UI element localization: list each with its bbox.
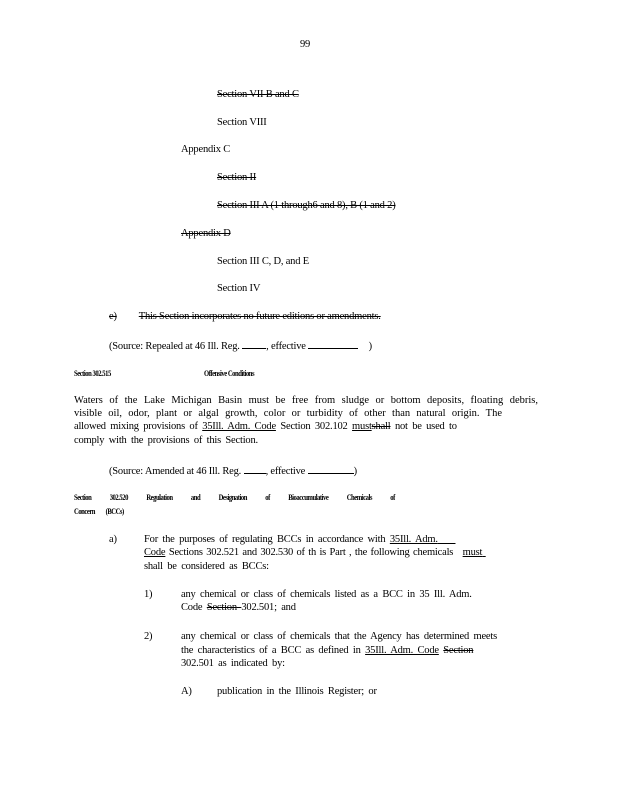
list-item-section-ii: Section II	[217, 172, 257, 183]
cite-35-ill-adm-code: 35Ill. Adm. Code	[202, 421, 276, 432]
item-A-marker: A)	[181, 686, 192, 697]
item-a-line3: shall be considered as BCCs:	[144, 561, 269, 572]
section-520-heading-line2: Concern (BCCs)	[74, 506, 124, 516]
item-A-text: publication in the Illinois Register; or	[217, 686, 377, 697]
list-item-appendix-c: Appendix C	[181, 144, 231, 155]
section-520-heading-line1: Section 302.520 Regulation and Designation of Bioaccumulative Chemicals of	[74, 492, 395, 502]
source-amended-close: )	[353, 466, 357, 477]
source-amended-effective: , effective	[265, 466, 306, 477]
source-repealed-lead: (Source: Repealed at 46 Ill. Reg.	[109, 341, 240, 352]
item-a-line2: Code Sections 302.521 and 302.530 of th is Part , the following chemicals must	[144, 547, 483, 558]
source-repealed-close: )	[368, 341, 372, 352]
item-2-line2: the characteristics of a BCC as defined in 35Ill. Adm. Code Section	[181, 645, 474, 656]
item-2-line1: any chemical or class of chemicals that the Agency has determined meets	[181, 631, 497, 642]
list-item-section-vii: Section VII B and C	[217, 89, 299, 100]
list-item-section-iii-a: Section III A (1 through6 and 8), B (1 and 2)	[217, 200, 396, 211]
must-inserted: must	[352, 421, 372, 432]
shall-struck: shall	[371, 421, 391, 432]
item-e-marker: e)	[109, 311, 117, 322]
list-item-section-iv: Section IV	[217, 283, 261, 294]
para-515-line1: Waters of the Lake Michigan Basin must be free from sludge or bottom deposits, floating debris,	[74, 395, 538, 406]
section-struck: Section	[206, 602, 237, 613]
cite-35-ill-adm-code: 35Ill. Adm. Code	[365, 645, 439, 656]
must-inserted: must	[462, 547, 483, 558]
source-repealed	[109, 338, 372, 353]
reg-blank	[244, 463, 266, 474]
item-1-marker: 1)	[144, 589, 153, 600]
list-item-section-iii-c: Section III C, D, and E	[217, 256, 309, 267]
date-blank	[308, 338, 358, 349]
list-item-section-viii: Section VIII	[217, 117, 267, 128]
section-515-title: Offensive Conditions	[204, 368, 255, 378]
section-515-number: Section 302.515	[74, 368, 111, 378]
source-amended	[109, 463, 357, 478]
para-515-line3: allowed mixing provisions of 35Ill. Adm. Code Section 302.102 mustshall not be used to	[74, 421, 457, 432]
list-item-appendix-d: Appendix D	[181, 228, 231, 239]
source-repealed-effective: , effective	[266, 341, 306, 352]
cite-code: Code	[144, 547, 166, 558]
para-515-line2: visible oil, odor, plant or algal growth, color or turbidity of other than natural origin. The	[74, 408, 502, 419]
item-e	[109, 310, 439, 323]
item-1-line2: Code Section 302.501; and	[181, 602, 296, 613]
item-a-line1: For the purposes of regulating BCCs in accordance with 35Ill. Adm.	[144, 534, 438, 545]
page-number: 99	[300, 39, 311, 50]
cite-35-ill-adm: 35Ill. Adm.	[389, 534, 438, 545]
item-2-marker: 2)	[144, 631, 153, 642]
reg-blank	[242, 338, 266, 349]
item-a-marker: a)	[109, 534, 117, 545]
section-struck: Section	[443, 645, 474, 656]
para-515-line4: comply with the provisions of this Section.	[74, 435, 258, 446]
date-blank	[308, 463, 354, 474]
item-e-text: This Section incorporates no future editions or amendments.	[138, 311, 381, 322]
source-amended-lead: (Source: Amended at 46 Ill. Reg.	[109, 466, 242, 477]
item-2-line3: 302.501 as indicated by:	[181, 658, 285, 669]
item-1-line1: any chemical or class of chemicals listed as a BCC in 35 Ill. Adm.	[181, 589, 472, 600]
